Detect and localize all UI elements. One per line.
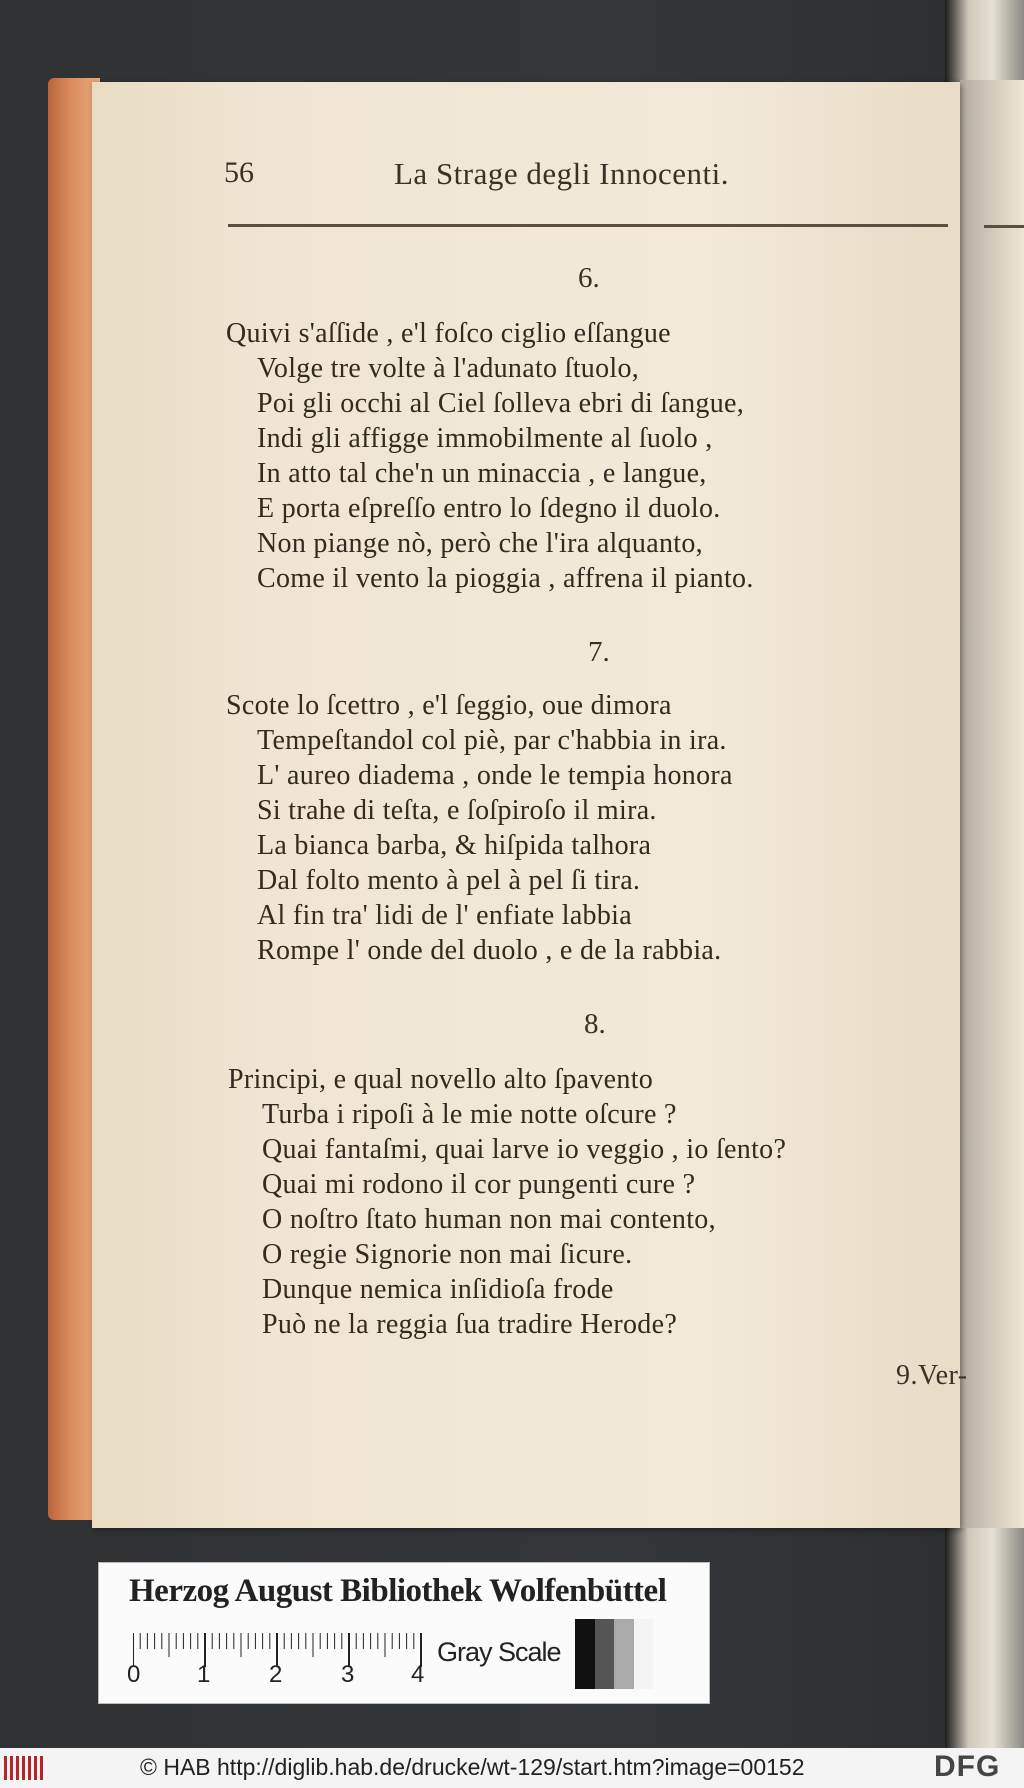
gray-patch <box>595 1619 615 1689</box>
stanza-number: 7. <box>588 636 610 668</box>
scale-number: 3 <box>341 1661 355 1688</box>
scale-reference-card <box>98 1562 710 1704</box>
verse-line: L' aureo diadema , onde le tempia honora <box>257 760 733 791</box>
gray-patch <box>634 1619 654 1689</box>
scale-number: 1 <box>197 1661 211 1688</box>
verse-line: Rompe l' onde del duolo , e de la rabbia. <box>257 935 722 966</box>
verse-line: Principi, e qual novello alto ſpavento <box>228 1064 654 1095</box>
verse-line: Quai fantaſmi, quai larve io veggio , io ſento? <box>262 1134 787 1165</box>
scale-number: 4 <box>411 1661 425 1688</box>
facing-page-edge <box>960 80 1024 1528</box>
gray-patch <box>614 1619 634 1689</box>
stanza-number: 8. <box>584 1008 606 1040</box>
dfg-logo: DFG <box>934 1750 1001 1783</box>
scale-number: 0 <box>127 1661 141 1688</box>
scale-number: 2 <box>269 1661 283 1688</box>
verse-line: Poi gli occhi al Ciel ſolleva ebri di ſangue, <box>257 388 745 419</box>
verse-line: La bianca barba, & hiſpida talhora <box>257 830 652 861</box>
verse-line: In atto tal che'n un minaccia , e langue, <box>257 458 707 489</box>
hab-logo-icon <box>4 1756 46 1780</box>
footer-credit: © HAB http://diglib.hab.de/drucke/wt-129/start.htm?image=00152 <box>140 1754 805 1780</box>
verse-line: Quivi s'aſſide , e'l foſco ciglio eſſangue <box>226 318 671 349</box>
header-rule <box>228 224 948 227</box>
stanza-number: 6. <box>578 262 600 294</box>
gray-scale-chart <box>575 1619 653 1689</box>
verse-line: Si trahe di teſta, e ſoſpiroſo il mira. <box>257 795 657 826</box>
verse-line: Dal folto mento à pel à pel ſi tira. <box>257 865 641 896</box>
verse-line: Quai mi rodono il cor pungenti cure ? <box>262 1169 696 1200</box>
catchword: 9.Ver- <box>896 1360 968 1391</box>
verse-line: Turba i ripoſi à le mie notte oſcure ? <box>262 1099 677 1130</box>
verse-line: Può ne la reggia ſua tradire Herode? <box>262 1309 678 1340</box>
verse-line: Come il vento la pioggia , affrena il pianto. <box>257 563 754 594</box>
running-title: La Strage degli Innocenti. <box>394 156 729 191</box>
verse-line: Dunque nemica inſidioſa frode <box>262 1274 614 1305</box>
verse-line: E porta eſpreſſo entro lo ſdegno il duolo. <box>257 493 721 524</box>
institution-name: Herzog August Bibliothek Wolfenbüttel <box>129 1573 667 1609</box>
verse-line: O noſtro ſtato human non mai contento, <box>262 1204 716 1235</box>
page-number: 56 <box>224 156 254 189</box>
verse-line: Al fin tra' lidi de l' enfiate labbia <box>257 900 632 931</box>
verse-line: Non piange nò, però che l'ira alquanto, <box>257 528 703 559</box>
footer-bar <box>0 1748 1024 1788</box>
verse-line: Tempeſtandol col piè, par c'habbia in ira. <box>257 725 727 756</box>
verse-line: Volge tre volte à l'adunato ſtuolo, <box>257 353 640 384</box>
verse-line: O regie Signorie non mai ſicure. <box>262 1239 633 1270</box>
gray-scale-label: Gray Scale <box>437 1637 561 1667</box>
gray-patch <box>575 1619 595 1689</box>
facing-page-rule <box>984 225 1024 228</box>
page-header <box>224 156 944 196</box>
verse-line: Indi gli affigge immobilmente al ſuolo , <box>257 423 713 454</box>
verse-line: Scote lo ſcettro , e'l ſeggio, oue dimora <box>226 690 672 721</box>
